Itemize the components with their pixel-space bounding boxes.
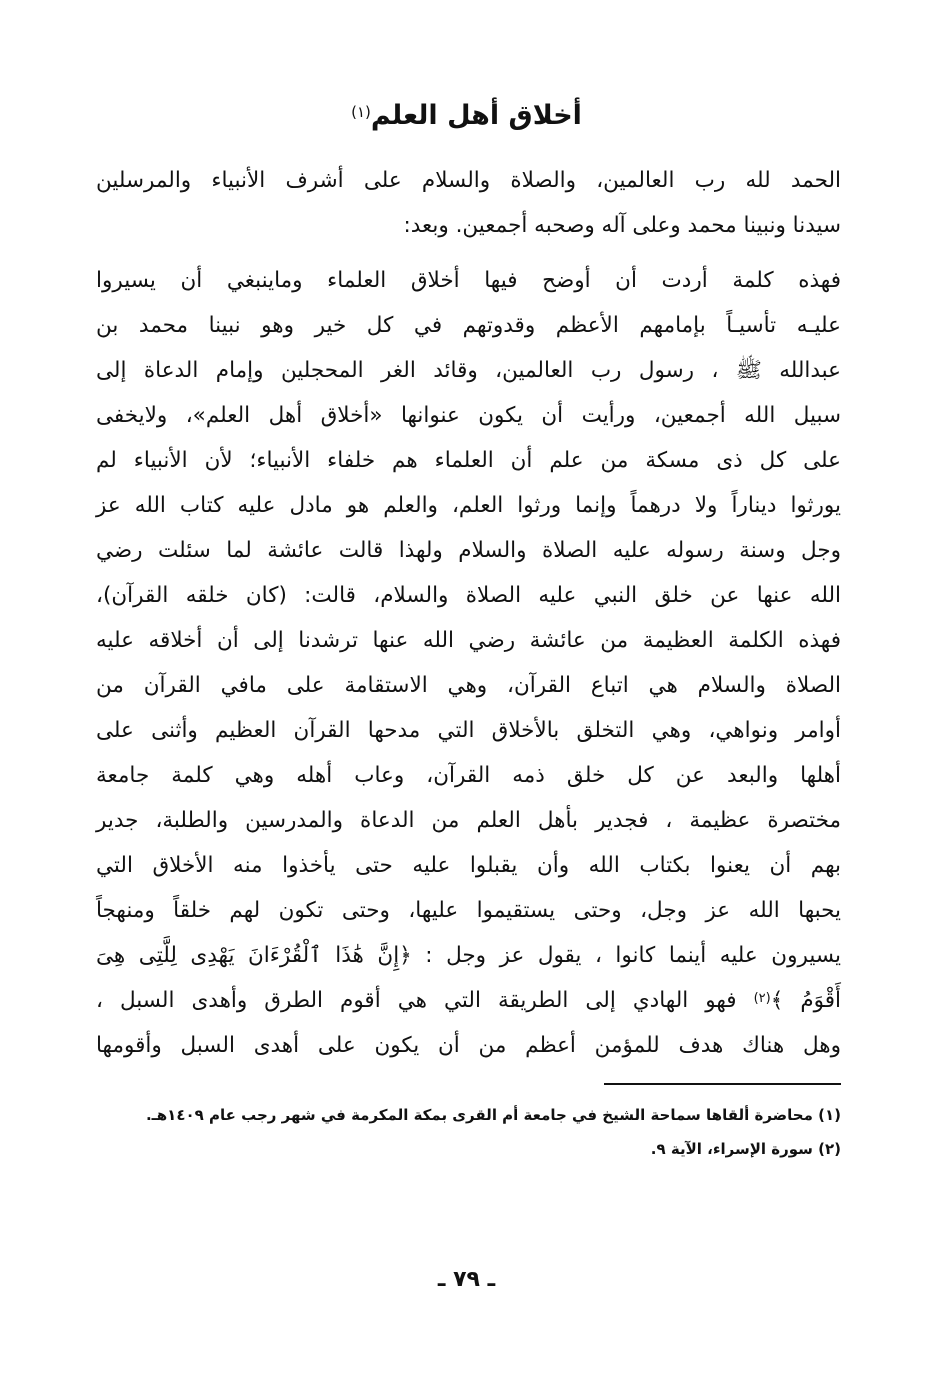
body-line: يحبها الله عز وجل، وحتى يستقيموا عليها، وحتى تكون لهم خلقاً ومنهجاً xyxy=(96,898,841,923)
title-footnote-marker: (١) xyxy=(351,103,371,121)
footnotes xyxy=(96,1098,841,1166)
body-line: يسيرون عليه أينما كانوا ، يقول عز وجل : ﴿إِنَّ هَٰذَا ٱلْقُرْءَانَ يَهْدِى لِلَّتِى هِىَ xyxy=(96,943,841,968)
body-line: وجل وسنة رسوله عليه الصلاة والسلام ولهذا قالت عائشة لما سئلت رضي xyxy=(96,538,841,563)
body-line: وهل هناك هدف للمؤمن أعظم من أن يكون على أهدى السبل وأقومها xyxy=(96,1033,841,1058)
body-line: أوامر ونواهي، وهي التخلق بالأخلاق التي مدحها القرآن العظيم وأثنى على xyxy=(96,718,841,743)
quran-verse-end: أَقْوَمُ ﴾ xyxy=(770,988,841,1013)
intro-paragraph xyxy=(96,158,841,248)
body-line: يورثوا ديناراً ولا درهماً وإنما ورثوا العلم، والعلم هو مادل عليه كتاب الله عز xyxy=(96,493,841,518)
body-line: سبيل الله أجمعين، ورأيت أن يكون عنوانها «أخلاق أهل العلم»، ولايخفى xyxy=(96,403,841,428)
footnote-2: (٢) سورة الإسراء، الآية ٩. xyxy=(650,1140,841,1158)
body-line-with-footnote xyxy=(96,978,841,1023)
body-line: فهذه كلمة أردت أن أوضح فيها أخلاق العلماء وماينبغي أن يسيروا xyxy=(96,268,841,293)
chapter-title-text: أخلاق أهل العلم xyxy=(370,100,582,131)
footnote-marker-2: (٢) xyxy=(753,991,771,1006)
intro-line: سيدنا ونبينا محمد وعلى آله وصحبه أجمعين. وبعد: xyxy=(403,213,841,238)
body-line: بهم أن يعنوا بكتاب الله وأن يقبلوا عليه حتى يأخذوا منه الأخلاق التي xyxy=(96,853,841,878)
body-line: الصلاة والسلام هي اتباع القرآن، وهي الاستقامة على مافي القرآن من xyxy=(96,673,841,698)
body-line: أهلها والبعد عن كل خلق ذمه القرآن، وعاب أهله وهي كلمة جامعة xyxy=(96,763,841,788)
body-line: عبدالله ﷺ ، رسول رب العالمين، وقائد الغر المحجلين وإمام الدعاة إلى xyxy=(96,358,841,383)
intro-line: الحمد لله رب العالمين، والصلاة والسلام على أشرف الأنبياء والمرسلين xyxy=(96,168,841,193)
body-line: عليـه تأسيـاً بإمامهم الأعظم وقدوتهم في كل خير وهو نبينا محمد بن xyxy=(96,313,841,338)
chapter-title xyxy=(0,96,933,136)
page-number: ـ ٧٩ ـ xyxy=(437,1267,496,1292)
body-paragraph xyxy=(96,258,841,1068)
body-line: فهذه الكلمة العظيمة من عائشة رضي الله عنها ترشدنا إلى أن أخلاقه عليه xyxy=(96,628,841,653)
body-line: مختصرة عظيمة ، فجدير بأهل العلم من الدعاة والمدرسين والطلبة، جدير xyxy=(96,808,841,833)
footnote-divider xyxy=(604,1083,841,1085)
footnote-1: (١) محاضرة ألقاها سماحة الشيخ في جامعة أم القرى بمكة المكرمة في شهر رجب عام ١٤٠٩هـ. xyxy=(145,1106,841,1124)
body-line-rest: فهو الهادي إلى الطريقة التي هي أقوم الطرق وأهدى السبل ، xyxy=(96,988,754,1013)
body-line: على كل ذى مسكة من علم أن العلماء هم خلفاء الأنبياء؛ لأن الأنبياء لم xyxy=(96,448,841,473)
body-line: الله عنها عن خلق النبي عليه الصلاة والسلام، قالت: (كان خلقه القرآن)، xyxy=(96,583,841,608)
